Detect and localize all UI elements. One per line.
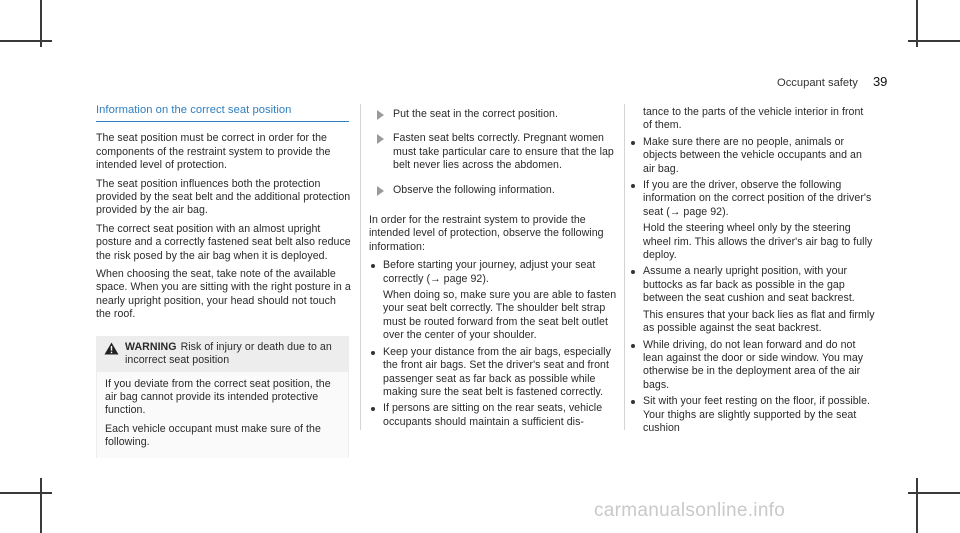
section-title: Occupant safety xyxy=(777,77,858,89)
paragraph: The correct seat position with an almost upright posture and a correctly fastened seat belt also reduce the risk posed by the air bag when it is deployed. xyxy=(96,222,351,262)
bullet-icon xyxy=(631,270,635,274)
column-middle xyxy=(369,108,619,432)
step-arrow-icon xyxy=(377,186,384,196)
warning-body xyxy=(96,372,349,458)
list-item: Make sure there are no people, animals or objects between the vehicle occupants and an air bag. xyxy=(629,136,875,176)
bullet-icon xyxy=(371,351,375,355)
bullet-icon xyxy=(631,141,635,145)
crop-mark xyxy=(40,478,42,533)
step-arrow-icon xyxy=(377,134,384,144)
bullet-icon xyxy=(631,184,635,188)
crop-mark xyxy=(0,492,52,494)
list-item: Keep your distance from the air bags, especially the front air bags. Set the driver's seat and front passenger seat as far back as possible while making sure the seat belt is fastened correctly. xyxy=(369,346,619,400)
paragraph: Each vehicle occupant must make sure of the following. xyxy=(105,422,321,449)
paragraph: If you deviate from the correct seat position, the air bag cannot provide its intended protective function. xyxy=(105,377,331,417)
warning-label: WARNING xyxy=(125,340,177,353)
step-item: Fasten seat belts correctly. Pregnant women must take particular care to ensure that the lap belt never lies across the abdomen. xyxy=(369,132,619,172)
warning-triangle-icon xyxy=(104,342,119,355)
warning-header xyxy=(96,336,349,372)
step-list xyxy=(369,108,619,197)
list-item: While driving, do not lean forward and do not lean against the door or side window. You may otherwise be in the deployment area of the air bags. xyxy=(629,339,875,393)
running-header xyxy=(777,74,887,89)
step-item: Put the seat in the correct position. xyxy=(369,108,619,121)
bullet-list xyxy=(629,136,875,436)
list-item: Assume a nearly upright position, with your buttocks as far back as possible in the gap between the seat cushion and seat backrest. This ensures that your back lies as flat and firmly as possible against the seat backrest. xyxy=(629,265,875,335)
column-divider xyxy=(624,104,625,430)
warning-title-text: Risk of injury or death due to an incorrect seat position xyxy=(125,340,332,367)
paragraph: The seat position must be correct in order for the components of the restraint system to provide the intended level of protection. xyxy=(96,132,331,172)
page-number: 39 xyxy=(872,74,888,89)
bullet-icon xyxy=(371,407,375,411)
watermark: carmanualsonline.info xyxy=(594,500,786,521)
bullet-icon xyxy=(371,264,375,268)
list-item: Before starting your journey, adjust your seat correctly (→ page 92). When doing so, make sure you are able to fasten your seat belt correctly. The shoulder belt strap must be routed forward from the seat belt outlet over the center of your shoulder. xyxy=(369,259,619,342)
column-divider xyxy=(360,104,361,430)
column-right xyxy=(629,106,875,438)
bullet-icon xyxy=(631,400,635,404)
continuation-paragraph: tance to the parts of the vehicle interior in front of them. xyxy=(643,106,864,132)
crop-mark xyxy=(0,40,52,42)
paragraph: When choosing the seat, take note of the available space. When you are sitting with the right posture in a nearly upright position, your head should not touch the roof. xyxy=(96,268,351,321)
list-item: If persons are sitting on the rear seats, vehicle occupants should maintain a sufficient dis- xyxy=(369,402,619,429)
bullet-list xyxy=(369,259,619,429)
paragraph: The seat position influences both the protection provided by the seat belt and the additional protection provided by the air bag. xyxy=(96,177,351,217)
step-item: Observe the following information. xyxy=(369,184,619,197)
list-item: If you are the driver, observe the following information on the correct position of the driver's seat (→ page 92). Hold the steering wheel only by the steering wheel rim. This allows the driver's air bag to fully deploy. xyxy=(629,179,875,262)
crop-mark xyxy=(908,492,960,494)
bullet-icon xyxy=(631,344,635,348)
crop-mark xyxy=(916,478,918,533)
column-left xyxy=(96,104,352,458)
warning-box xyxy=(96,336,349,458)
list-item: Sit with your feet resting on the floor, if possible. Your thighs are slightly supported by the seat cushion xyxy=(629,395,875,435)
warning-title xyxy=(125,341,341,368)
section-heading: Information on the correct seat position xyxy=(96,104,349,122)
intro-paragraph: In order for the restraint system to provide the intended level of protection, observe the following information: xyxy=(369,214,604,253)
step-arrow-icon xyxy=(377,110,384,120)
crop-mark xyxy=(908,40,960,42)
